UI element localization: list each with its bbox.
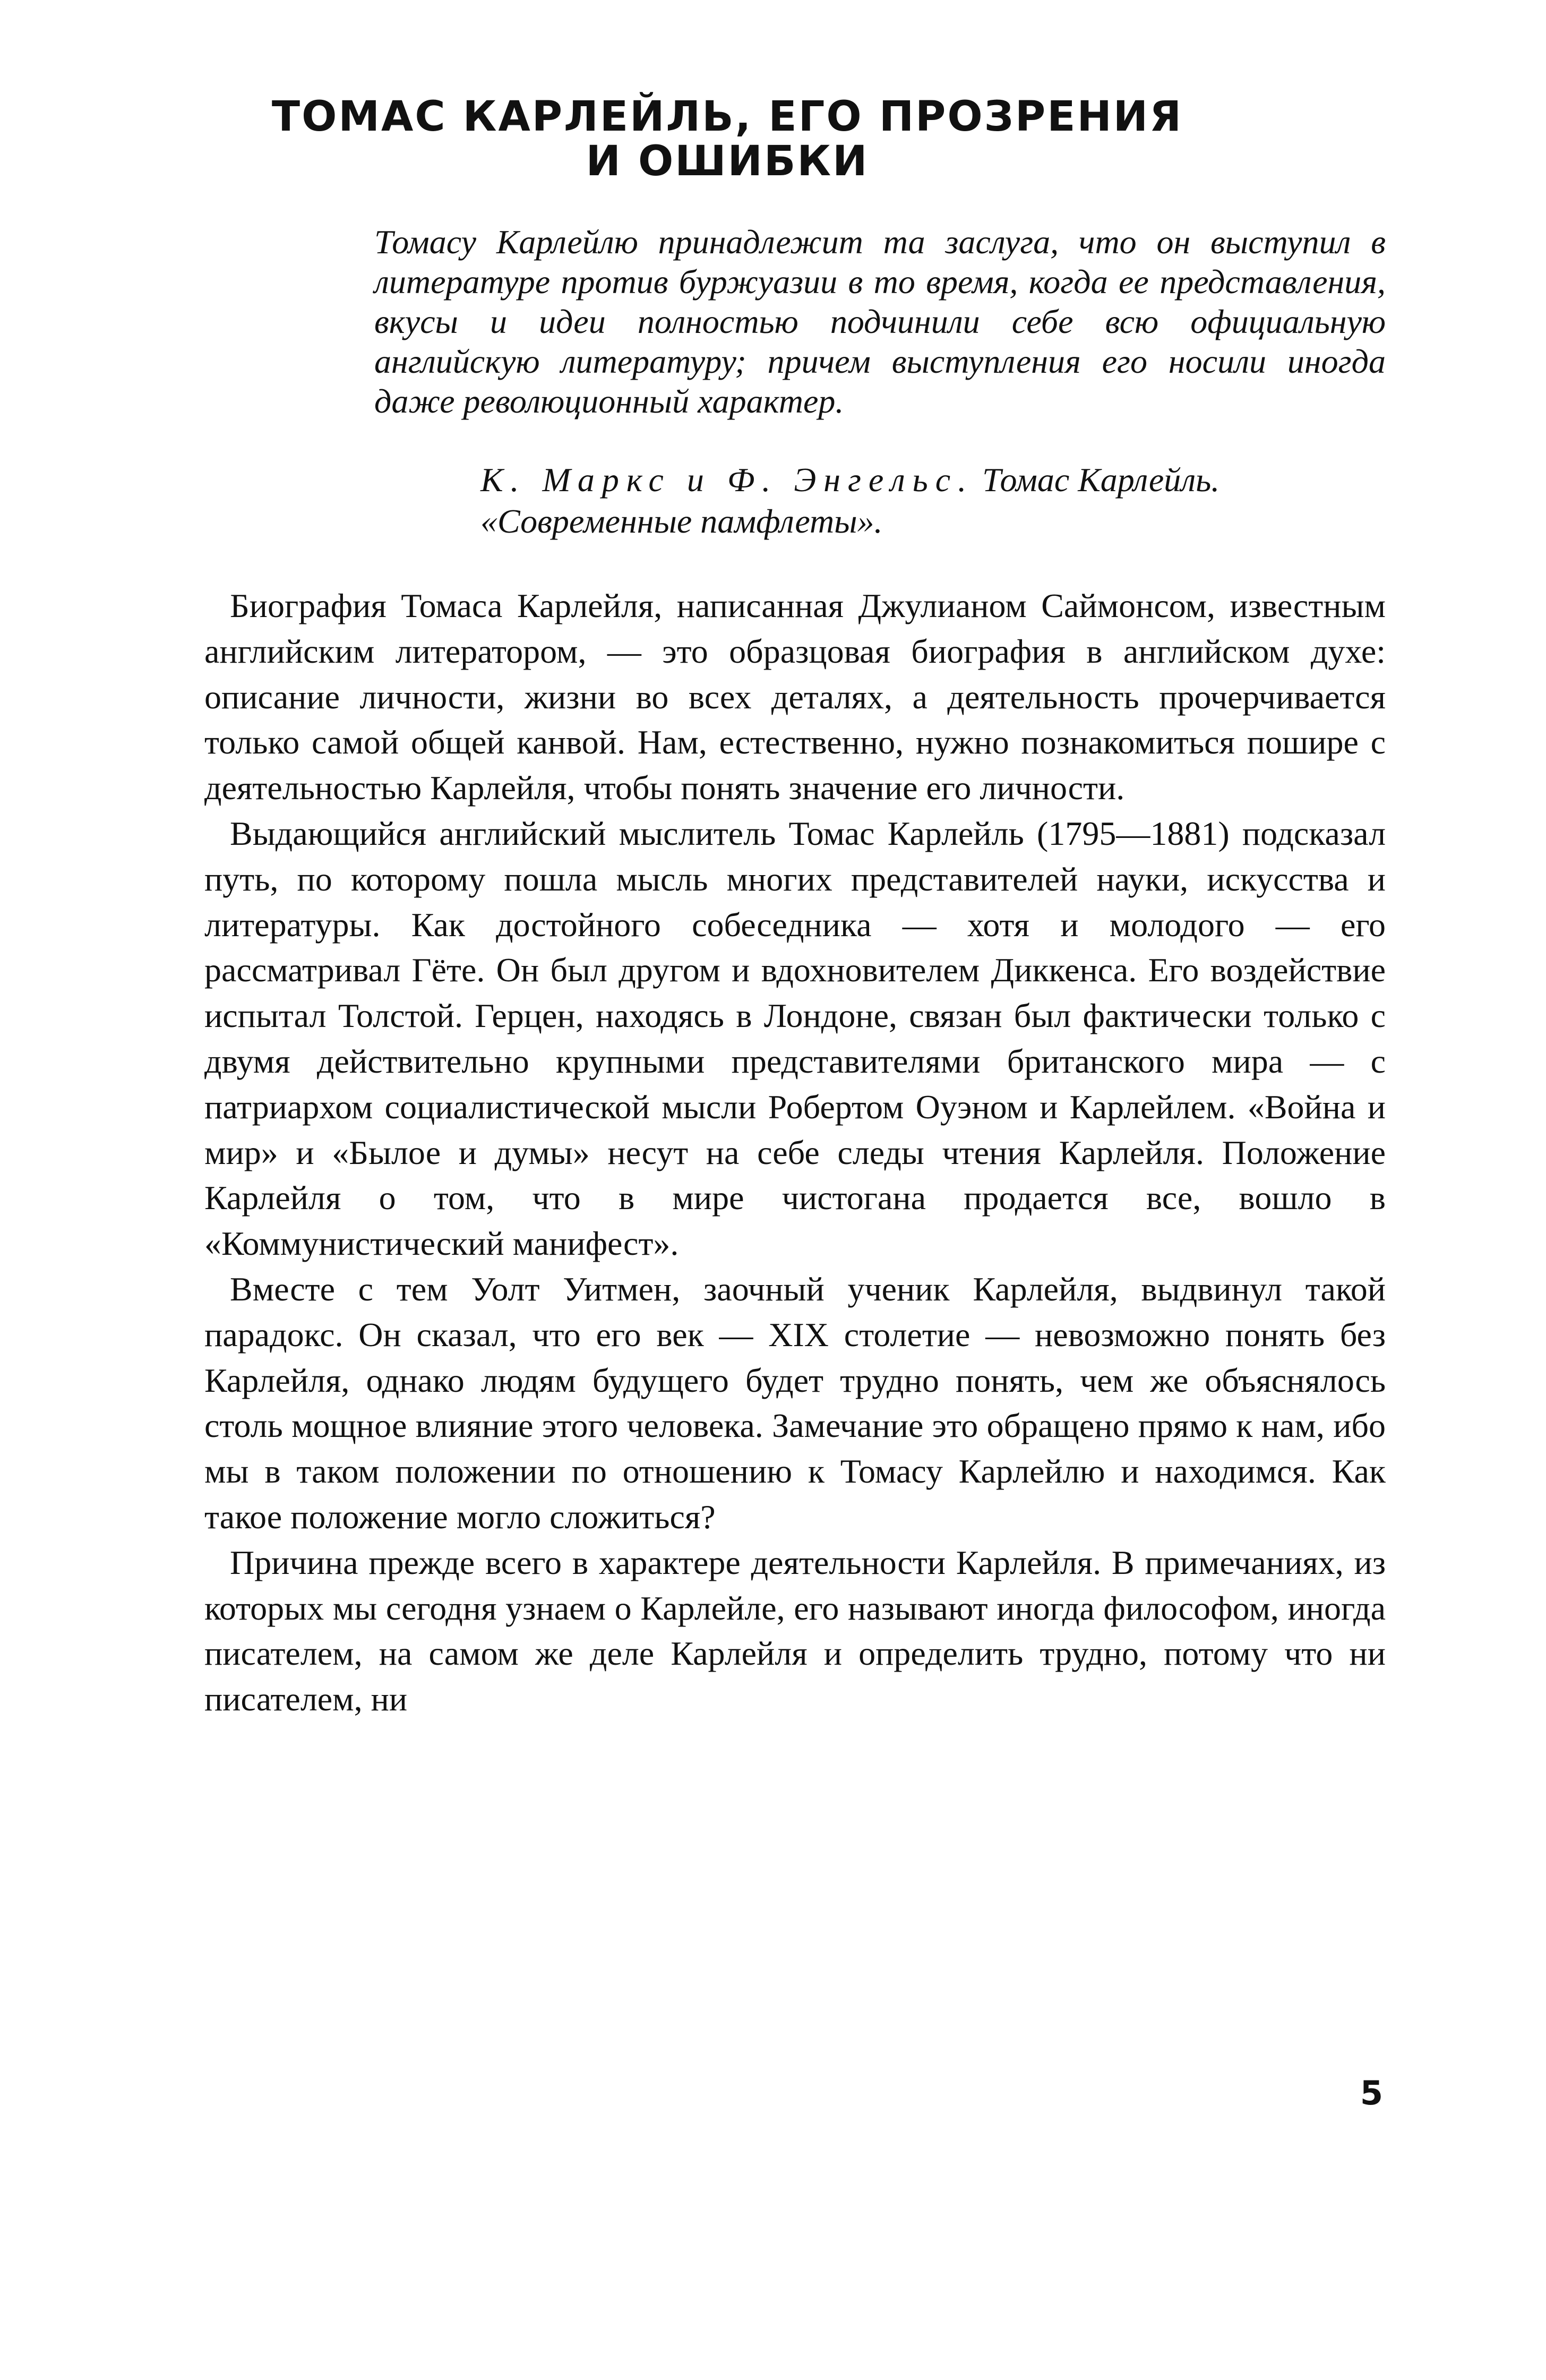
chapter-title-line-1: ТОМАС КАРЛЕЙЛЬ, ЕГО ПРОЗРЕНИЯ [271,93,1183,141]
epigraph-authors: К. Маркс и Ф. Энгельс. [480,461,974,499]
body-text [204,583,1386,1722]
epigraph-attribution [480,459,1386,542]
chapter-title [223,95,1232,184]
chapter-title-line-2: И ОШИБКИ [586,138,869,185]
epigraph-source: Томас Карлейль. «Современные памфлеты». [480,461,1220,540]
paragraph: Вместе с тем Уолт Уитмен, заочный ученик Карлейля, выдвинул такой парадокс. Он сказал, что его век — XIX столетие — невозможно понять без Карлейля, однако людям будущего будет трудно понять, чем же объяснялось столь мощное влияние этого человека. Замечание это обращено прямо к нам, ибо мы в таком положении по отношению к Томасу Карлейлю и находимся. Как такое положение могло сложиться? [204,1270,1386,1536]
page-number: 5 [1360,2074,1383,2112]
epigraph-quote: Томасу Карлейлю принадлежит та заслуга, что он выступил в литературе против буржуазии в то время, когда ее представления, вкусы и идеи полностью подчинили себе всю официальную английскую литературу; причем выступления его носили иногда даже революционный характер. [374,223,1386,420]
paragraph: Выдающийся английский мыслитель Томас Карлейль (1795—1881) подсказал путь, по которому пошла мысль многих представителей науки, искусства и литературы. Как достойного собеседника — хотя и молодого — его рассматривал Гёте. Он был другом и вдохновителем Диккенса. Его воздействие испытал Толстой. Герцен, находясь в Лондоне, связан был фактически только с двумя действительно крупными представителями британского мира — с патриархом социалистической мысли Робертом Оуэном и Карлейлем. «Война и мир» и «Былое и думы» несут на себе следы чтения Карлейля. Положение Карлейля о том, что в мире чистогана продается все, вошло в «Коммунистический манифест». [204,814,1386,1263]
paragraph: Биография Томаса Карлейля, написанная Джулианом Саймонсом, известным английским литератором, — это образцовая биография в английском духе: описание личности, жизни во всех деталях, а деятельность прочерчивается только самой общей канвой. Нам, естественно, нужно познакомиться пошире с деятельностью Карлейля, чтобы понять значение его личности. [204,587,1386,807]
paragraph: Причина прежде всего в характере деятельности Карлейля. В примечаниях, из которых мы сегодня узнаем о Карлейле, его называют иногда философом, иногда писателем, на самом же деле Карлейля и определить трудно, потому что ни писателем, ни [204,1543,1386,1718]
